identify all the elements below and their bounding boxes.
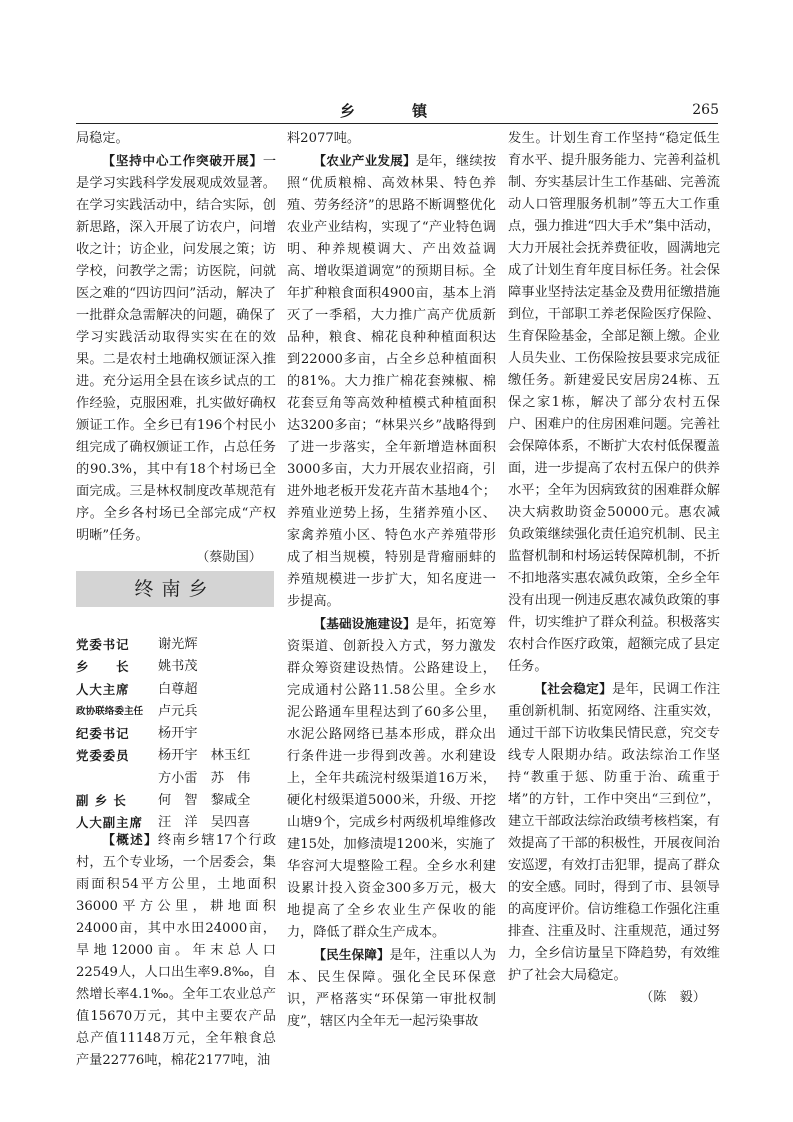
column-2 [287, 128, 496, 1033]
roster-row [76, 656, 276, 678]
roster-role: 政协联络委主任 [76, 705, 144, 717]
roster-role: 党委委员 [76, 748, 130, 764]
roster-role: 人大副主席 [76, 815, 143, 831]
paragraph-continued: 料2077吨。 [287, 131, 361, 146]
author-credit: （陈 毅） [640, 990, 706, 1005]
roster-role: 乡 长 [76, 659, 130, 675]
running-header-title: 乡 镇 [339, 102, 454, 120]
roster-row [76, 723, 276, 745]
roster-role: 副 乡 长 [76, 793, 127, 809]
roster-names: 姚书茂 [158, 659, 198, 675]
section-heading: 【坚持中心工作突破开展】 [102, 153, 263, 168]
section-text: 终南乡辖17个行政村，五个专业场，一个居委会，集雨面积54平方公里，土地面积36000平方公里，耕地面积24000亩，其中水田24000亩，旱地12000亩。年末总人口22549人，人口出生率9.8‰，自然增长率4.1‰。全年工农业总产值15670万元，其中主要农产品总产值11148万元，全年粮食总产量22776吨，棉花2177吨，油 [76, 833, 277, 1068]
roster-names: 何 智 黎咸全 [158, 793, 251, 809]
section-text: 是年，民调工作注重创新机制、拓宽网络、注重实效，通过干部下访收集民情民意，究交专线专人限期办结。政法综治工作坚持“教重于惩、防重于治、疏重于堵”的方针，工作中突出“三到位”，建立干部政法综治政绩考核档案，有效提高了干部的积极性，开展夜间治安巡逻，有效打击犯罪，提高了群众的安全感。同时，得到了市、县领导的高度评价。信访维稳工作强化注重排查、注重及时、注重规范，通过努力，全乡信访量呈下降趋势，有效维护了社会大局稳定。 [508, 682, 721, 983]
roster-names: 杨开宇 [158, 726, 198, 742]
roster-row [76, 745, 276, 767]
section-text: 是年，拓宽筹资渠道、创新投入方式，努力激发群众筹资建设热情。公路建设上，完成通村公路11.58公里。全乡水泥公路通车里程达到了60多公里，水泥公路网络已基本形成，群众出行条件进一步得到改善。水利建设上，全年共疏浣村级渠道16万米，硬化村级渠道5000米，升级、开挖山塘9个，完成乡村两级机埠维修改建15处，加修渍堤1200米，实施了华容河大堤整险工程。全乡水利建设累计投入资金300多万元，极大地提高了全乡农业生产保收的能力，降低了群众生产成本。 [287, 617, 497, 940]
roster-role: 党委书记 [76, 637, 130, 652]
section-livelihood [287, 944, 496, 1033]
section-text: 一是学习实践科学发展观成效显著。在学习实践活动中，结合实际，创新思路，深入开展了访农户，问增收之计；访企业，问发展之策；访学校，问教学之需；访医院，问就医之难的“四访四问”活动，解决了一批群众急需解决的问题，确保了学习实践活动取得实实在在的效果。二是农村土地确权颁证深入推进。充分运用全县在该乡试点的工作经验，克服困难，扎实做好确权颁证工作。全乡已有196个村民小组完成了确权颁证工作，占总任务的90.3%，其中有18个村场已全面完成。三是林权制度改革规范有序。全乡各村场已全部完成“产权明晰”任务。 [76, 154, 276, 543]
section-central-work [76, 150, 276, 547]
roster-names: 白尊超 [158, 681, 198, 697]
paragraph-continued: 发生。计划生育工作坚持“稳定低生育水平、提升服务能力、完善利益机制、夯实基层计生工作基础、完善流动人口管理服务机制”等五大工作重点，强力推进“四大手术”集中活动，大力开展社会抚养费征收，圆满地完成了计划生育年度目标任务。社会保障事业坚持法定基金及费用征缴措施到位，干部职工养老保险医疗保险、生育保险基金，全部足额上缴。企业人员失业、工伤保险按县要求完成征缴任务。新建爱民安居房24栋、五保之家1栋，解决了部分农村五保户、困难户的住房困难问题。完善社会保障体系，不断扩大农村低保覆盖面，进一步提高了农村五保户的供养水平；全年为因病致贫的困难群众解决大病救助资金50000元。惠农减负政策继续强化责任追究机制、民主监督机制和村场运转保障机制，不折不扣地落实惠农减负政策，全乡全年没有出现一例违反惠农减负政策的事件，切实维护了群众利益。积极落实农村合作医疗政策，超额完成了县定任务。 [508, 131, 720, 674]
roster-role: 人大主席 [76, 681, 130, 697]
section-agriculture [287, 150, 496, 613]
township-banner: 终南乡 [76, 571, 274, 607]
section-infrastructure [287, 613, 496, 944]
roster-names: 卢元兵 [158, 703, 198, 719]
column-3 [508, 128, 720, 1009]
overview-section [76, 829, 276, 1072]
section-heading: 【概述】 [102, 832, 158, 847]
roster-role: 纪委书记 [76, 726, 130, 742]
roster-row [76, 768, 276, 790]
header-rule [76, 123, 718, 124]
section-social-stability [508, 678, 720, 987]
column-1 [76, 128, 276, 569]
section-heading: 【基础设施建设】 [313, 616, 416, 631]
author-credit: （蔡勋国） [196, 550, 262, 565]
roster-row [76, 634, 276, 656]
section-text: 是年，继续按照“优质粮棉、高效林果、特色养殖、劳务经济”的思路不断调整优化农业产业结构，实现了“产业特色调明、种养规模调大、产出效益调高、增收渠道调宽”的预期目标。全年扩种粮食面积4900亩，基本上消灭了一季稻，大力推广高产优质新品种，粮食、棉花良种种植面积达到22000多亩，占全乡总种植面积的81%。大力推广棉花套辣椒、棉花套豆角等高效种植模式种植面积达3200多亩；“林果兴乡”战略得到了进一步落实，全年新增造林面积3000多亩，大力开展农业招商，引进外地老板开发花卉苗木基地4个；养殖业逆势上扬，生猪养殖小区、家禽养殖小区、特色水产养殖带形成了相当规模，特别是背瘤丽蚌的养殖规模进一步扩大，知名度进一步提高。 [287, 154, 497, 609]
section-text: 是年，注重以人为本、民生保障。强化全民环保意识，严格落实“环保第一审批权制度”，辖区内全年无一起污染事故 [287, 948, 497, 1029]
roster-names: 方小雷 苏 伟 [158, 770, 251, 786]
leadership-roster [76, 634, 276, 835]
roster-names: 汪 洋 吴四喜 [158, 815, 251, 831]
roster-names: 杨开宇 林玉红 [158, 748, 251, 764]
section-heading: 【民生保障】 [313, 947, 390, 962]
page-number: 265 [692, 102, 719, 118]
roster-names: 谢光辉 [158, 637, 198, 652]
roster-row [76, 790, 276, 812]
roster-row [76, 679, 276, 701]
paragraph-continued: 局稳定。 [76, 131, 129, 146]
roster-row [76, 701, 276, 723]
section-heading: 【社会稳定】 [534, 681, 613, 696]
section-heading: 【农业产业发展】 [313, 153, 416, 168]
